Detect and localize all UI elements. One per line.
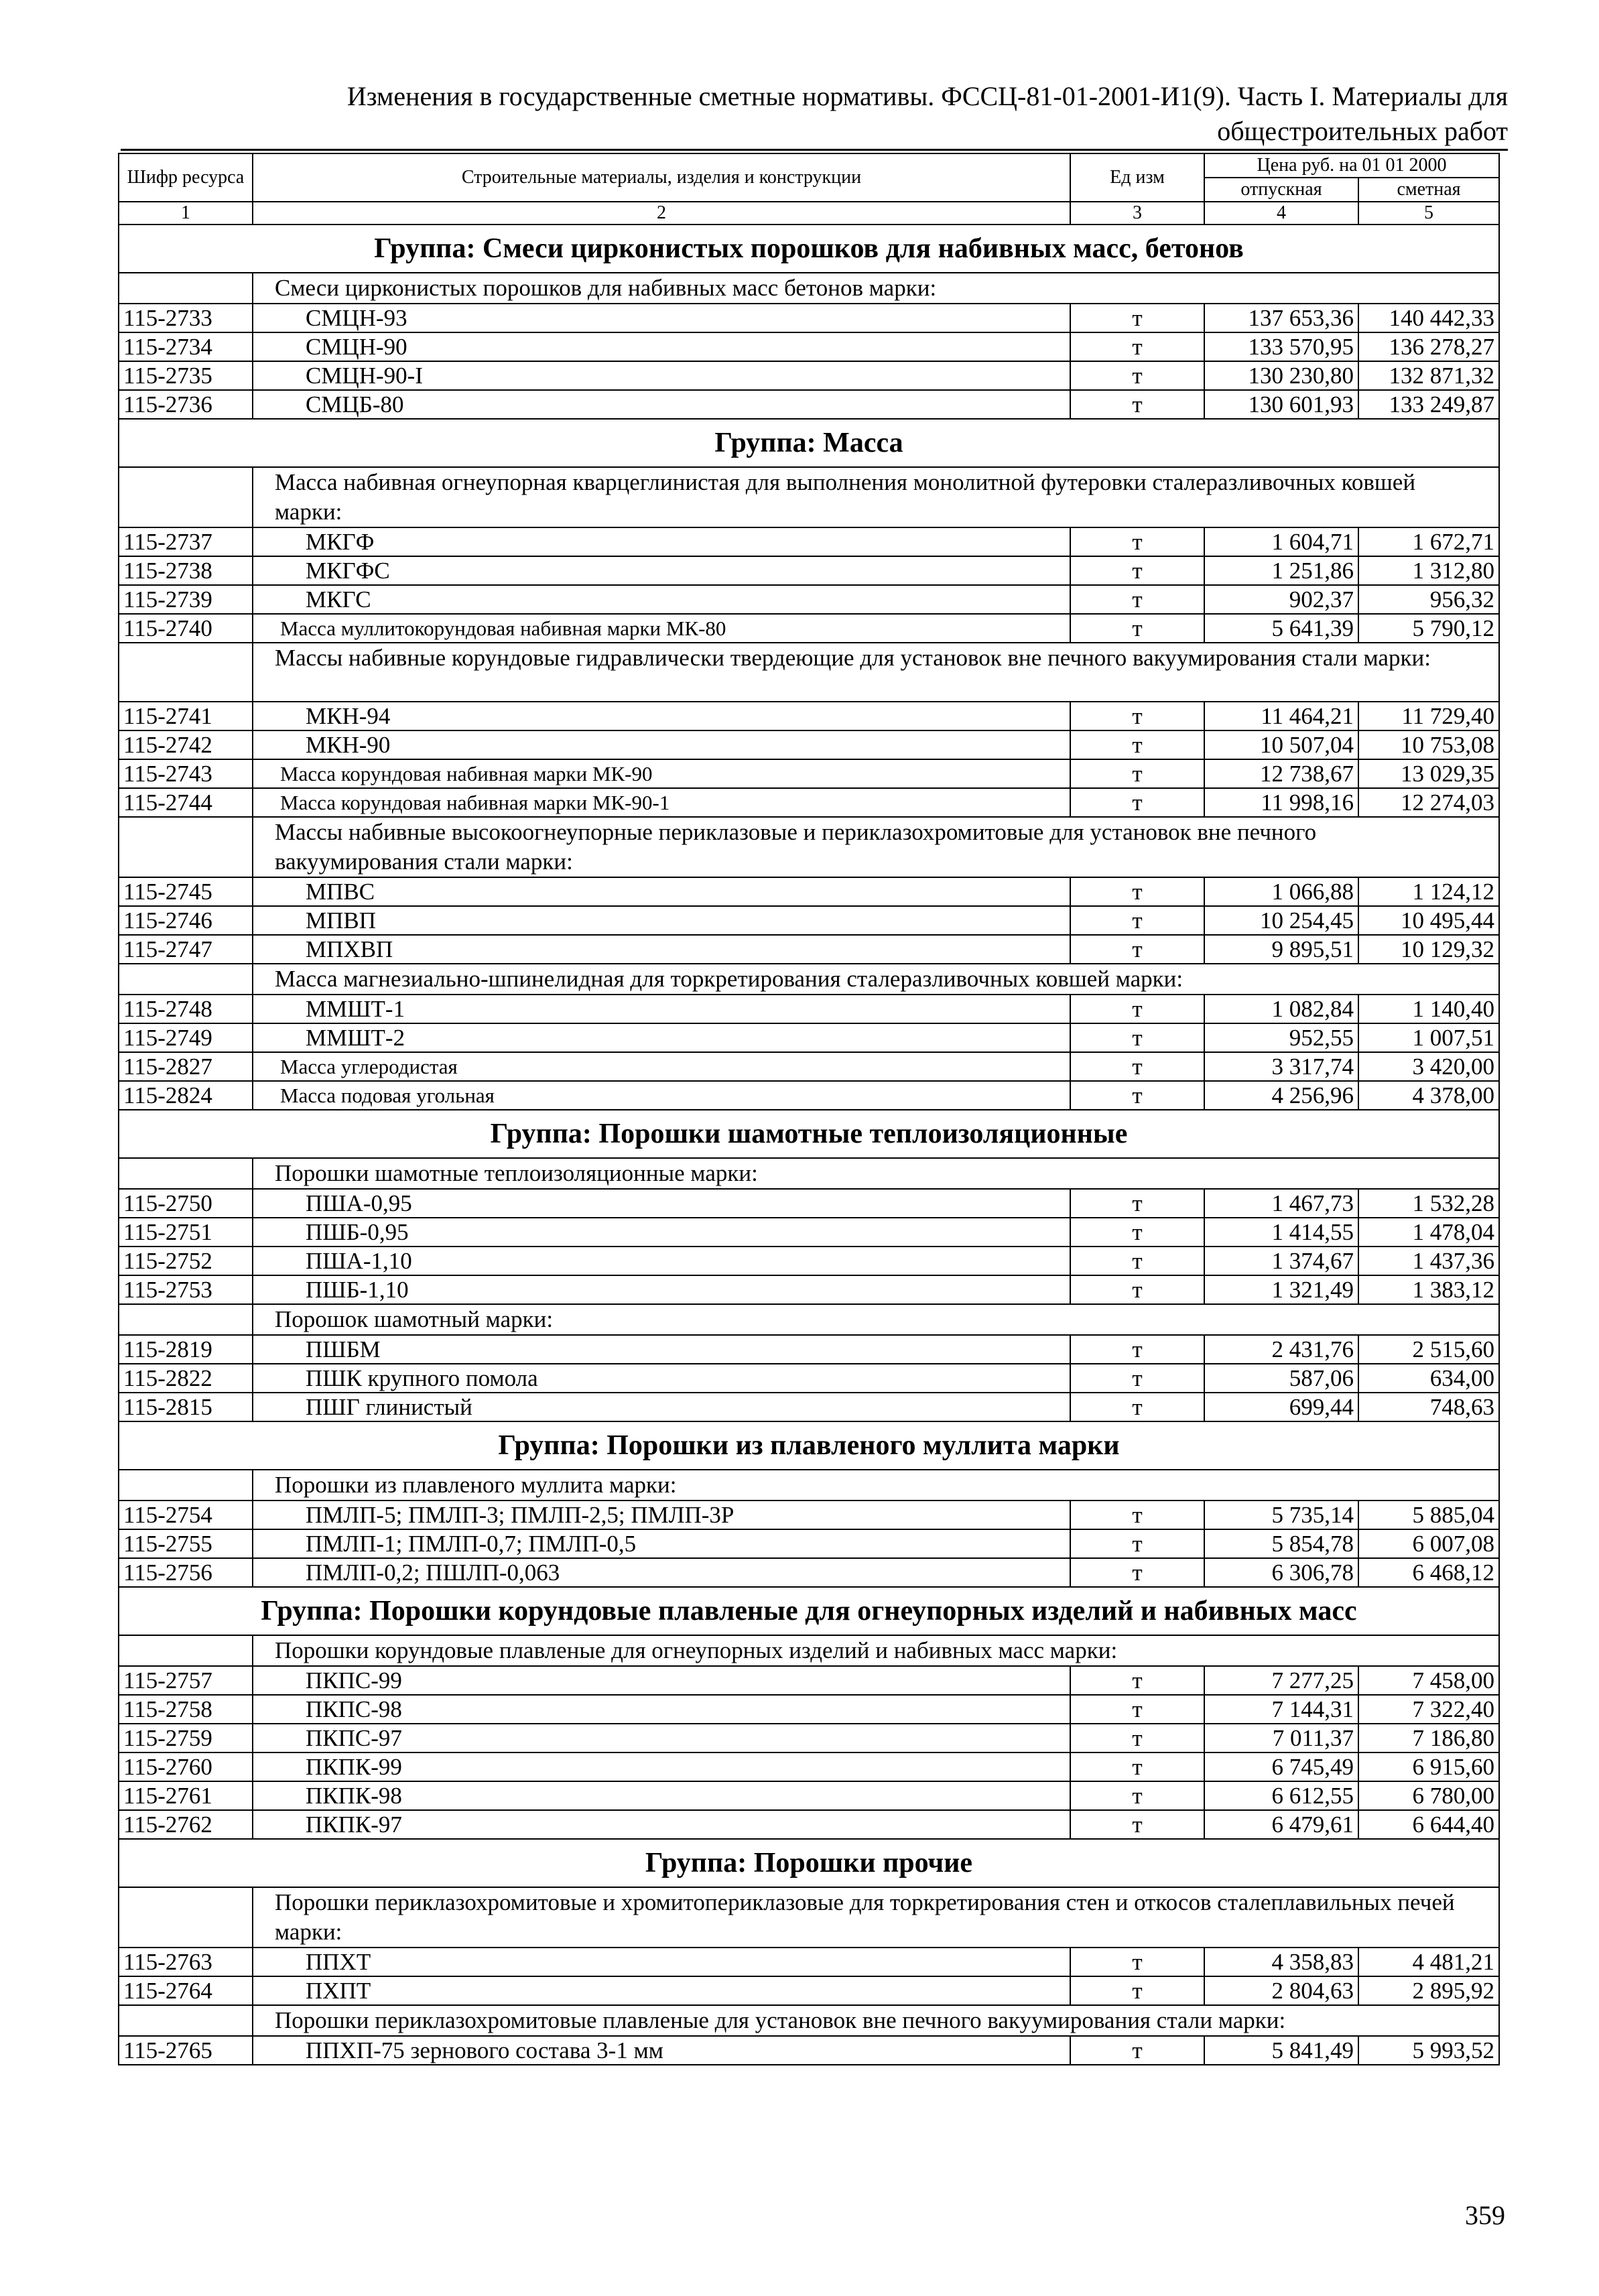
estimate-price: 1 532,28 — [1358, 1189, 1499, 1218]
release-price: 6 612,55 — [1204, 1781, 1358, 1810]
estimate-price: 4 378,00 — [1358, 1081, 1499, 1110]
estimate-price: 6 915,60 — [1358, 1752, 1499, 1781]
unit-of-measure: т — [1070, 702, 1204, 730]
unit-of-measure: т — [1070, 1666, 1204, 1695]
estimate-price: 5 993,52 — [1358, 2036, 1499, 2065]
empty-code-cell — [119, 1635, 253, 1666]
col-header-name: Строительные материалы, изделия и конструкции — [253, 153, 1070, 202]
release-price: 699,44 — [1204, 1393, 1358, 1421]
subgroup-row — [119, 964, 1499, 995]
resource-code: 115-2759 — [119, 1724, 253, 1752]
col-header-code: Шифр ресурса — [119, 153, 253, 202]
resource-code: 115-2754 — [119, 1501, 253, 1529]
col-header-estimate: сметная — [1358, 178, 1499, 202]
subgroup-row — [119, 1887, 1499, 1948]
release-price: 7 011,37 — [1204, 1724, 1358, 1752]
material-name: ПКПК-97 — [253, 1810, 1070, 1839]
material-name: МПВП — [253, 906, 1070, 935]
resource-code: 115-2756 — [119, 1558, 253, 1587]
col-header-unit: Ед изм — [1070, 153, 1204, 202]
material-name: Масса подовая угольная — [253, 1081, 1070, 1110]
unit-of-measure: т — [1070, 877, 1204, 906]
release-price: 130 230,80 — [1204, 361, 1358, 390]
estimate-price: 4 481,21 — [1358, 1948, 1499, 1976]
subgroup-description: Масса магнезиально-шпинелидная для торкретирования сталеразливочных ковшей марки: — [253, 964, 1499, 995]
release-price: 10 507,04 — [1204, 730, 1358, 759]
release-price: 133 570,95 — [1204, 332, 1358, 361]
group-heading-row — [119, 1421, 1499, 1470]
material-name: ПХПТ — [253, 1976, 1070, 2005]
resource-code: 115-2747 — [119, 935, 253, 964]
unit-of-measure: т — [1070, 1695, 1204, 1724]
document-header — [121, 79, 1508, 151]
subgroup-description: Порошки корундовые плавленые для огнеупорных изделий и набивных масс марки: — [253, 1635, 1499, 1666]
material-name: ПКПК-98 — [253, 1781, 1070, 1810]
release-price: 4 256,96 — [1204, 1081, 1358, 1110]
table-row — [119, 556, 1499, 585]
table-body — [119, 225, 1499, 2065]
material-name: ПША-1,10 — [253, 1247, 1070, 1275]
unit-of-measure: т — [1070, 304, 1204, 332]
material-name: ММШТ-2 — [253, 1023, 1070, 1052]
table-row — [119, 1695, 1499, 1724]
col-index: 3 — [1070, 202, 1204, 225]
resource-code: 115-2739 — [119, 585, 253, 614]
resource-code: 115-2748 — [119, 995, 253, 1023]
table-row — [119, 1666, 1499, 1695]
resource-code: 115-2758 — [119, 1695, 253, 1724]
unit-of-measure: т — [1070, 390, 1204, 419]
material-name: МКГС — [253, 585, 1070, 614]
estimate-price: 2 895,92 — [1358, 1976, 1499, 2005]
empty-code-cell — [119, 643, 253, 702]
material-name: ПШБМ — [253, 1335, 1070, 1364]
group-heading: Группа: Масса — [119, 419, 1499, 467]
resource-code: 115-2819 — [119, 1335, 253, 1364]
estimate-price: 7 186,80 — [1358, 1724, 1499, 1752]
resource-code: 115-2755 — [119, 1529, 253, 1558]
release-price: 902,37 — [1204, 585, 1358, 614]
table-row — [119, 730, 1499, 759]
unit-of-measure: т — [1070, 759, 1204, 788]
release-price: 3 317,74 — [1204, 1052, 1358, 1081]
estimate-price: 3 420,00 — [1358, 1052, 1499, 1081]
resource-code: 115-2737 — [119, 527, 253, 556]
subgroup-row — [119, 643, 1499, 702]
release-price: 1 374,67 — [1204, 1247, 1358, 1275]
material-name: Масса корундовая набивная марки МК-90 — [253, 759, 1070, 788]
group-heading-row — [119, 1839, 1499, 1887]
resource-code: 115-2750 — [119, 1189, 253, 1218]
unit-of-measure: т — [1070, 1189, 1204, 1218]
release-price: 1 251,86 — [1204, 556, 1358, 585]
table-row — [119, 906, 1499, 935]
resource-code: 115-2757 — [119, 1666, 253, 1695]
release-price: 5 735,14 — [1204, 1501, 1358, 1529]
subgroup-row — [119, 2005, 1499, 2036]
unit-of-measure: т — [1070, 1529, 1204, 1558]
unit-of-measure: т — [1070, 995, 1204, 1023]
table-row — [119, 527, 1499, 556]
material-name: ПШК крупного помола — [253, 1364, 1070, 1393]
estimate-price: 13 029,35 — [1358, 759, 1499, 788]
estimate-price: 1 140,40 — [1358, 995, 1499, 1023]
table-row — [119, 1781, 1499, 1810]
empty-code-cell — [119, 964, 253, 995]
release-price: 2 431,76 — [1204, 1335, 1358, 1364]
empty-code-cell — [119, 1304, 253, 1335]
empty-code-cell — [119, 1158, 253, 1189]
release-price: 6 306,78 — [1204, 1558, 1358, 1587]
unit-of-measure: т — [1070, 361, 1204, 390]
release-price: 1 066,88 — [1204, 877, 1358, 906]
col-index: 2 — [253, 202, 1070, 225]
estimate-price: 1 672,71 — [1358, 527, 1499, 556]
unit-of-measure: т — [1070, 1364, 1204, 1393]
unit-of-measure: т — [1070, 1335, 1204, 1364]
unit-of-measure: т — [1070, 906, 1204, 935]
material-name: ПКПК-99 — [253, 1752, 1070, 1781]
estimate-price: 1 124,12 — [1358, 877, 1499, 906]
subgroup-description: Порошки из плавленого муллита марки: — [253, 1470, 1499, 1501]
material-name: МПХВП — [253, 935, 1070, 964]
resource-code: 115-2734 — [119, 332, 253, 361]
resource-code: 115-2815 — [119, 1393, 253, 1421]
resource-code: 115-2760 — [119, 1752, 253, 1781]
table-row — [119, 877, 1499, 906]
estimate-price: 133 249,87 — [1358, 390, 1499, 419]
group-heading: Группа: Порошки из плавленого муллита марки — [119, 1421, 1499, 1470]
col-index: 5 — [1358, 202, 1499, 225]
unit-of-measure: т — [1070, 1275, 1204, 1304]
table-row — [119, 1218, 1499, 1247]
empty-code-cell — [119, 1470, 253, 1501]
material-name: ПМЛП-0,2; ПШЛП-0,063 — [253, 1558, 1070, 1587]
material-name: ММШТ-1 — [253, 995, 1070, 1023]
unit-of-measure: т — [1070, 1724, 1204, 1752]
subgroup-description: Массы набивные корундовые гидравлически твердеющие для установок вне печного вакуумирования стали марки: — [253, 643, 1499, 702]
release-price: 10 254,45 — [1204, 906, 1358, 935]
resource-code: 115-2822 — [119, 1364, 253, 1393]
price-table — [118, 153, 1500, 2065]
table-row — [119, 788, 1499, 817]
unit-of-measure: т — [1070, 585, 1204, 614]
resource-code: 115-2764 — [119, 1976, 253, 2005]
table-row — [119, 585, 1499, 614]
unit-of-measure: т — [1070, 527, 1204, 556]
col-index: 1 — [119, 202, 253, 225]
unit-of-measure: т — [1070, 1393, 1204, 1421]
unit-of-measure: т — [1070, 1218, 1204, 1247]
resource-code: 115-2763 — [119, 1948, 253, 1976]
unit-of-measure: т — [1070, 788, 1204, 817]
estimate-price: 1 007,51 — [1358, 1023, 1499, 1052]
unit-of-measure: т — [1070, 1810, 1204, 1839]
release-price: 137 653,36 — [1204, 304, 1358, 332]
material-name: Масса углеродистая — [253, 1052, 1070, 1081]
table-row — [119, 614, 1499, 643]
estimate-price: 132 871,32 — [1358, 361, 1499, 390]
estimate-price: 1 383,12 — [1358, 1275, 1499, 1304]
subgroup-description: Порошки шамотные теплоизоляционные марки: — [253, 1158, 1499, 1189]
release-price: 6 745,49 — [1204, 1752, 1358, 1781]
table-row — [119, 390, 1499, 419]
table-row — [119, 1529, 1499, 1558]
resource-code: 115-2744 — [119, 788, 253, 817]
material-name: СМЦН-90 — [253, 332, 1070, 361]
empty-code-cell — [119, 273, 253, 304]
group-heading: Группа: Порошки шамотные теплоизоляционные — [119, 1110, 1499, 1158]
empty-code-cell — [119, 2005, 253, 2036]
resource-code: 115-2736 — [119, 390, 253, 419]
release-price: 130 601,93 — [1204, 390, 1358, 419]
estimate-price: 956,32 — [1358, 585, 1499, 614]
subgroup-row — [119, 1470, 1499, 1501]
material-name: Масса муллитокорундовая набивная марки МК-80 — [253, 614, 1070, 643]
subgroup-row — [119, 817, 1499, 877]
release-price: 2 804,63 — [1204, 1976, 1358, 2005]
table-row — [119, 702, 1499, 730]
unit-of-measure: т — [1070, 332, 1204, 361]
subgroup-description: Порошки периклазохромитовые и хромитопериклазовые для торкретирования стен и откосов сталеплавильных печей марки: — [253, 1887, 1499, 1948]
table-row — [119, 304, 1499, 332]
subgroup-row — [119, 1635, 1499, 1666]
estimate-price: 6 644,40 — [1358, 1810, 1499, 1839]
estimate-price: 5 885,04 — [1358, 1501, 1499, 1529]
material-name: ПКПС-98 — [253, 1695, 1070, 1724]
table-row — [119, 1976, 1499, 2005]
page-number: 359 — [1465, 2200, 1505, 2230]
estimate-price: 634,00 — [1358, 1364, 1499, 1393]
material-name: СМЦБ-80 — [253, 390, 1070, 419]
release-price: 5 854,78 — [1204, 1529, 1358, 1558]
estimate-price: 136 278,27 — [1358, 332, 1499, 361]
subgroup-description: Масса набивная огнеупорная кварцеглинистая для выполнения монолитной футеровки сталеразливочных ковшей марки: — [253, 467, 1499, 527]
table-row — [119, 935, 1499, 964]
release-price: 11 998,16 — [1204, 788, 1358, 817]
resource-code: 115-2743 — [119, 759, 253, 788]
table-row — [119, 1247, 1499, 1275]
estimate-price: 7 322,40 — [1358, 1695, 1499, 1724]
resource-code: 115-2741 — [119, 702, 253, 730]
group-heading-row — [119, 419, 1499, 467]
material-name: СМЦН-93 — [253, 304, 1070, 332]
table-row — [119, 1364, 1499, 1393]
group-heading-row — [119, 1110, 1499, 1158]
table-row — [119, 1335, 1499, 1364]
table-row — [119, 995, 1499, 1023]
unit-of-measure: т — [1070, 935, 1204, 964]
resource-code: 115-2738 — [119, 556, 253, 585]
release-price: 1 467,73 — [1204, 1189, 1358, 1218]
estimate-price: 12 274,03 — [1358, 788, 1499, 817]
release-price: 7 277,25 — [1204, 1666, 1358, 1695]
header-line-1: Изменения в государственные сметные нормативы. ФССЦ-81-01-2001-И1(9). Часть I. Материалы для — [346, 81, 1508, 111]
resource-code: 115-2735 — [119, 361, 253, 390]
empty-code-cell — [119, 817, 253, 877]
subgroup-row — [119, 1158, 1499, 1189]
header-rule — [121, 149, 1508, 151]
unit-of-measure: т — [1070, 1081, 1204, 1110]
estimate-price: 1 478,04 — [1358, 1218, 1499, 1247]
material-name: ПМЛП-1; ПМЛП-0,7; ПМЛП-0,5 — [253, 1529, 1070, 1558]
estimate-price: 2 515,60 — [1358, 1335, 1499, 1364]
material-name: ПША-0,95 — [253, 1189, 1070, 1218]
release-price: 7 144,31 — [1204, 1695, 1358, 1724]
col-header-price: Цена руб. на 01 01 2000 — [1204, 153, 1499, 178]
material-name: МКН-90 — [253, 730, 1070, 759]
estimate-price: 1 437,36 — [1358, 1247, 1499, 1275]
estimate-price: 11 729,40 — [1358, 702, 1499, 730]
group-heading: Группа: Порошки прочие — [119, 1839, 1499, 1887]
estimate-price: 10 495,44 — [1358, 906, 1499, 935]
subgroup-description: Массы набивные высокоогнеупорные периклазовые и периклазохромитовые для установок вне печного вакуумирования стали марки: — [253, 817, 1499, 877]
unit-of-measure: т — [1070, 1752, 1204, 1781]
unit-of-measure: т — [1070, 1948, 1204, 1976]
estimate-price: 6 468,12 — [1358, 1558, 1499, 1587]
release-price: 9 895,51 — [1204, 935, 1358, 964]
col-header-release: отпускная — [1204, 178, 1358, 202]
table-row — [119, 361, 1499, 390]
resource-code: 115-2761 — [119, 1781, 253, 1810]
release-price: 5 841,49 — [1204, 2036, 1358, 2065]
unit-of-measure: т — [1070, 556, 1204, 585]
material-name: ПШГ глинистый — [253, 1393, 1070, 1421]
release-price: 587,06 — [1204, 1364, 1358, 1393]
material-name: СМЦН-90-I — [253, 361, 1070, 390]
release-price: 1 414,55 — [1204, 1218, 1358, 1247]
estimate-price: 7 458,00 — [1358, 1666, 1499, 1695]
estimate-price: 10 753,08 — [1358, 730, 1499, 759]
material-name: ПШБ-0,95 — [253, 1218, 1070, 1247]
resource-code: 115-2742 — [119, 730, 253, 759]
estimate-price: 6 007,08 — [1358, 1529, 1499, 1558]
unit-of-measure: т — [1070, 1247, 1204, 1275]
subgroup-row — [119, 1304, 1499, 1335]
resource-code: 115-2824 — [119, 1081, 253, 1110]
material-name: ПМЛП-5; ПМЛП-3; ПМЛП-2,5; ПМЛП-3Р — [253, 1501, 1070, 1529]
table-row — [119, 332, 1499, 361]
empty-code-cell — [119, 1887, 253, 1948]
table-row — [119, 1948, 1499, 1976]
subgroup-row — [119, 273, 1499, 304]
table-row — [119, 1052, 1499, 1081]
estimate-price: 140 442,33 — [1358, 304, 1499, 332]
resource-code: 115-2745 — [119, 877, 253, 906]
material-name: МПВС — [253, 877, 1070, 906]
resource-code: 115-2752 — [119, 1247, 253, 1275]
estimate-price: 748,63 — [1358, 1393, 1499, 1421]
material-name: ППХП-75 зернового состава 3-1 мм — [253, 2036, 1070, 2065]
resource-code: 115-2749 — [119, 1023, 253, 1052]
material-name: МКГФ — [253, 527, 1070, 556]
unit-of-measure: т — [1070, 1023, 1204, 1052]
table-row — [119, 1810, 1499, 1839]
group-heading-row — [119, 225, 1499, 273]
release-price: 5 641,39 — [1204, 614, 1358, 643]
estimate-price: 10 129,32 — [1358, 935, 1499, 964]
material-name: ПШБ-1,10 — [253, 1275, 1070, 1304]
group-heading-row — [119, 1587, 1499, 1635]
release-price: 1 082,84 — [1204, 995, 1358, 1023]
table-row — [119, 1724, 1499, 1752]
table-row — [119, 1393, 1499, 1421]
resource-code: 115-2733 — [119, 304, 253, 332]
table-row — [119, 759, 1499, 788]
group-heading: Группа: Смеси цирконистых порошков для набивных масс, бетонов — [119, 225, 1499, 273]
material-name: ППХТ — [253, 1948, 1070, 1976]
unit-of-measure: т — [1070, 614, 1204, 643]
header-line-2: общестроительных работ — [1217, 116, 1508, 146]
table-row — [119, 2036, 1499, 2065]
column-index-row — [119, 202, 1499, 225]
release-price: 6 479,61 — [1204, 1810, 1358, 1839]
unit-of-measure: т — [1070, 1501, 1204, 1529]
material-name: ПКПС-97 — [253, 1724, 1070, 1752]
empty-code-cell — [119, 467, 253, 527]
unit-of-measure: т — [1070, 1781, 1204, 1810]
estimate-price: 1 312,80 — [1358, 556, 1499, 585]
table-row — [119, 1558, 1499, 1587]
resource-code: 115-2753 — [119, 1275, 253, 1304]
subgroup-row — [119, 467, 1499, 527]
resource-code: 115-2740 — [119, 614, 253, 643]
material-name: Масса корундовая набивная марки МК-90-1 — [253, 788, 1070, 817]
table-row — [119, 1189, 1499, 1218]
table-row — [119, 1275, 1499, 1304]
table-row — [119, 1752, 1499, 1781]
unit-of-measure: т — [1070, 1976, 1204, 2005]
release-price: 12 738,67 — [1204, 759, 1358, 788]
resource-code: 115-2751 — [119, 1218, 253, 1247]
col-index: 4 — [1204, 202, 1358, 225]
resource-code: 115-2746 — [119, 906, 253, 935]
material-name: МКН-94 — [253, 702, 1070, 730]
material-name: ПКПС-99 — [253, 1666, 1070, 1695]
release-price: 1 321,49 — [1204, 1275, 1358, 1304]
table-row — [119, 1023, 1499, 1052]
release-price: 952,55 — [1204, 1023, 1358, 1052]
estimate-price: 6 780,00 — [1358, 1781, 1499, 1810]
resource-code: 115-2827 — [119, 1052, 253, 1081]
unit-of-measure: т — [1070, 1052, 1204, 1081]
material-name: МКГФС — [253, 556, 1070, 585]
release-price: 1 604,71 — [1204, 527, 1358, 556]
estimate-price: 5 790,12 — [1358, 614, 1499, 643]
unit-of-measure: т — [1070, 730, 1204, 759]
subgroup-description: Смеси цирконистых порошков для набивных масс бетонов марки: — [253, 273, 1499, 304]
unit-of-measure: т — [1070, 1558, 1204, 1587]
subgroup-description: Порошки периклазохромитовые плавленые для установок вне печного вакуумирования стали марки: — [253, 2005, 1499, 2036]
release-price: 11 464,21 — [1204, 702, 1358, 730]
table-row — [119, 1501, 1499, 1529]
table-row — [119, 1081, 1499, 1110]
resource-code: 115-2765 — [119, 2036, 253, 2065]
resource-code: 115-2762 — [119, 1810, 253, 1839]
unit-of-measure: т — [1070, 2036, 1204, 2065]
subgroup-description: Порошок шамотный марки: — [253, 1304, 1499, 1335]
release-price: 4 358,83 — [1204, 1948, 1358, 1976]
group-heading: Группа: Порошки корундовые плавленые для огнеупорных изделий и набивных масс — [119, 1587, 1499, 1635]
